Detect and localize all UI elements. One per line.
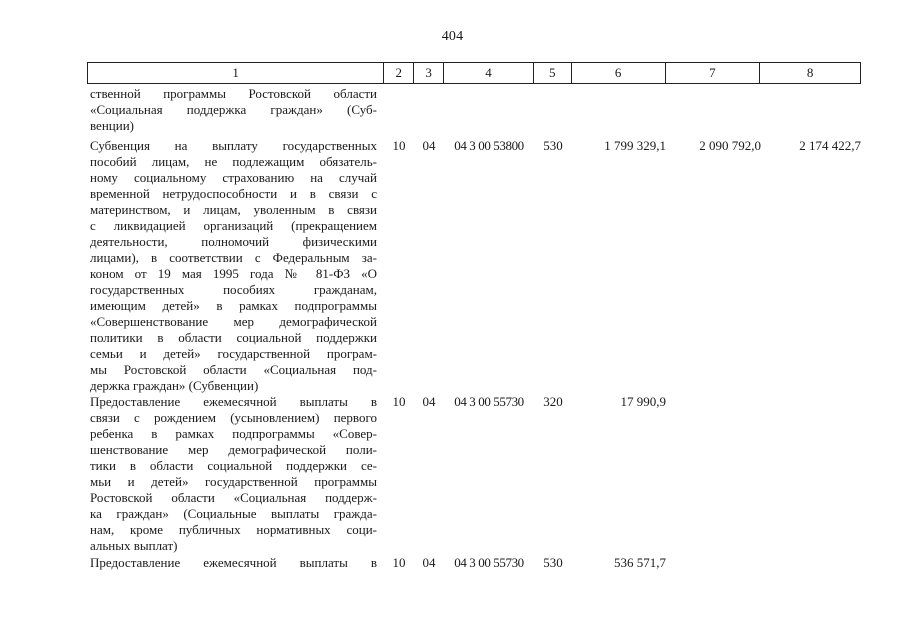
cell-col-5: 530 xyxy=(543,555,563,570)
cell-col-4: 04 3 00 55730 xyxy=(454,394,524,409)
description-line: шенствование мер демографической поли- xyxy=(90,442,377,457)
description-line: ственной программы Ростовской области xyxy=(90,86,377,101)
row-description xyxy=(90,394,377,554)
description-line: Предоставление ежемесячной выплаты в xyxy=(90,555,377,570)
description-line: пособий лицам, не подлежащим обязатель- xyxy=(90,154,377,169)
cell-col-3: 04 xyxy=(422,394,436,409)
description-line: мьи и детей» государственной программы xyxy=(90,474,377,489)
description-line: материнством, и лицам, уволенным в связи xyxy=(90,202,377,217)
page-number: 404 xyxy=(441,29,464,44)
description-line: политики в области социальной поддержки xyxy=(90,330,377,345)
row-description xyxy=(90,86,377,134)
column-header-7: 7 xyxy=(666,63,761,83)
cell-col-2: 10 xyxy=(392,138,406,153)
description-line: ному социальному страхованию на случай xyxy=(90,170,377,185)
row-description xyxy=(90,555,377,571)
description-line: мы Ростовской области «Социальная под- xyxy=(90,362,377,377)
description-line: временной нетрудоспособности и в связи с xyxy=(90,186,377,201)
cell-col-4: 04 3 00 53800 xyxy=(454,138,524,153)
description-line: ребенка в рамках подпрограммы «Совер- xyxy=(90,426,377,441)
row-description xyxy=(90,138,377,394)
cell-col-6: 1 799 329,1 xyxy=(604,138,666,153)
description-line: Ростовской области «Социальная поддерж- xyxy=(90,490,377,505)
description-line: «Социальная поддержка граждан» (Суб- xyxy=(90,102,377,117)
description-line: имеющим детей» в рамках подпрограммы xyxy=(90,298,377,313)
description-line: «Совершенствование мер демографической xyxy=(90,314,377,329)
description-line: Предоставление ежемесячной выплаты в xyxy=(90,394,377,409)
column-header-3: 3 xyxy=(414,63,444,83)
cell-col-5: 320 xyxy=(543,394,563,409)
cell-col-3: 04 xyxy=(422,555,436,570)
description-line: Субвенция на выплату государственных xyxy=(90,138,377,153)
cell-col-4: 04 3 00 55730 xyxy=(454,555,524,570)
cell-col-3: 04 xyxy=(422,138,436,153)
description-line: с ликвидацией организаций (прекращением xyxy=(90,218,377,233)
description-line: венции) xyxy=(90,118,134,133)
cell-col-6: 17 990,9 xyxy=(620,394,666,409)
description-line: деятельности, полномочий физическими xyxy=(90,234,377,249)
column-header-8: 8 xyxy=(806,65,814,80)
column-header-5: 5 xyxy=(534,63,572,83)
description-line: держка граждан» (Субвенции) xyxy=(90,378,259,393)
description-line: нам, кроме публичных нормативных соци- xyxy=(90,522,377,537)
description-line: тики в области социальной поддержки се- xyxy=(90,458,377,473)
description-line: альных выплат) xyxy=(90,538,178,553)
table-header-row xyxy=(87,62,861,84)
cell-col-7: 2 090 792,0 xyxy=(699,138,761,153)
cell-col-5: 530 xyxy=(543,138,563,153)
column-header-6: 6 xyxy=(572,63,666,83)
column-header-2: 2 xyxy=(384,63,414,83)
description-line: коном от 19 мая 1995 года № 81-ФЗ «О xyxy=(90,266,377,281)
cell-col-8: 2 174 422,7 xyxy=(799,138,861,153)
cell-col-6: 536 571,7 xyxy=(614,555,666,570)
description-line: государственных пособиях гражданам, xyxy=(90,282,377,297)
column-header-1: 1 xyxy=(88,63,384,83)
column-header-4: 4 xyxy=(444,63,534,83)
description-line: ка граждан» (Социальные выплаты гражда- xyxy=(90,506,377,521)
description-line: связи с рождением (усыновлением) первого xyxy=(90,410,377,425)
cell-col-2: 10 xyxy=(392,555,406,570)
description-line: семьи и детей» государственной програм- xyxy=(90,346,377,361)
description-line: лицами), в соответствии с Федеральным за- xyxy=(90,250,377,265)
cell-col-2: 10 xyxy=(392,394,406,409)
